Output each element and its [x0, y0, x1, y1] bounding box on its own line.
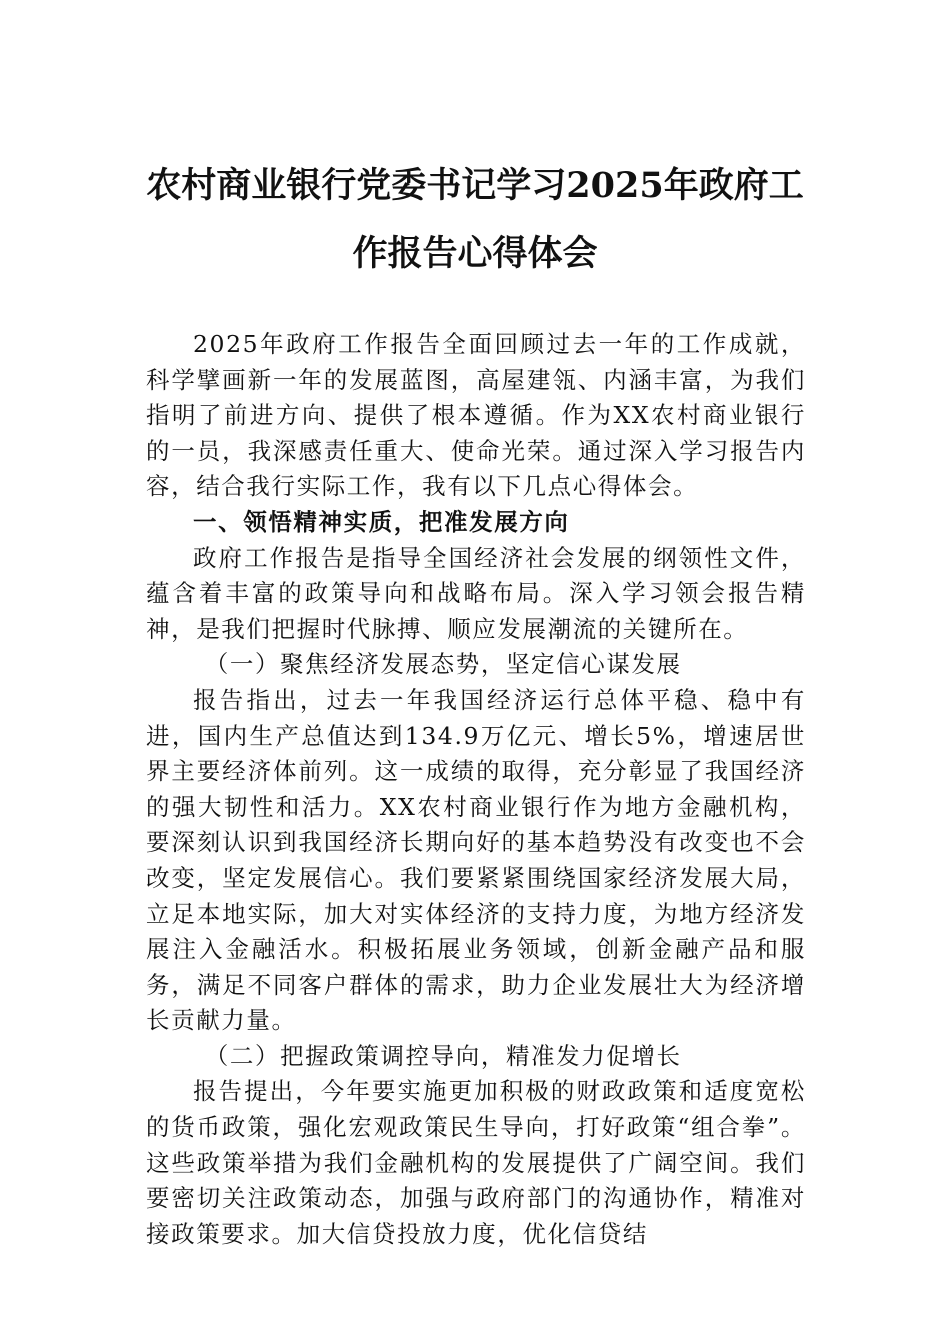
subsection-1-paragraph: 报告指出，过去一年我国经济运行总体平稳、稳中有进，国内生产总值达到134.9万亿元、增长5%，增速居世界主要经济体前列。这一成绩的取得，充分彰显了我国经济的强大韧性和活力。XX农村商业银行作为地方金融机构，要深刻认识到我国经济长期向好的基本趋势没有改变也不会改变，坚定发展信心。我们要紧紧围绕国家经济发展大局，立足本地实际，加大对实体经济的支持力度，为地方经济发展注入金融活水。积极拓展业务领域，创新金融产品和服务，满足不同客户群体的需求，助力企业发展壮大为经济增长贡献力量。: [146, 685, 806, 1035]
intro-paragraph: 2025年政府工作报告全面回顾过去一年的工作成就，科学擘画新一年的发展蓝图，高屋建瓴、内涵丰富，为我们指明了前进方向、提供了根本遵循。作为XX农村商业银行的一员，我深感责任重大、使命光荣。通过深入学习报告内容，结合我行实际工作，我有以下几点心得体会。: [146, 330, 806, 501]
section-heading-1: 一、领悟精神实质，把准发展方向: [193, 507, 570, 536]
subsection-heading-2: （二）把握政策调控导向，精准发力促增长: [204, 1041, 682, 1070]
section-1-paragraph: 政府工作报告是指导全国经济社会发展的纲领性文件，蕴含着丰富的政策导向和战略布局。深入学习领会报告精神，是我们把握时代脉搏、顺应发展潮流的关键所在。: [146, 543, 806, 643]
document-body: [146, 327, 806, 1252]
subsection-heading-1: （一）聚焦经济发展态势，坚定信心谋发展: [204, 650, 682, 679]
document-title-line-2: 作报告心得体会: [352, 233, 598, 274]
subsection-2-paragraph: 报告提出，今年要实施更加积极的财政政策和适度宽松的货币政策，强化宏观政策民生导向，打好政策“组合拳”。这些政策举措为我们金融机构的发展提供了广阔空间。我们要密切关注政策动态，加强与政府部门的沟通协作，精准对接政策要求。加大信贷投放力度，优化信贷结: [146, 1077, 806, 1248]
document-title-line-1: 农村商业银行党委书记学习2025年政府工: [146, 165, 804, 206]
